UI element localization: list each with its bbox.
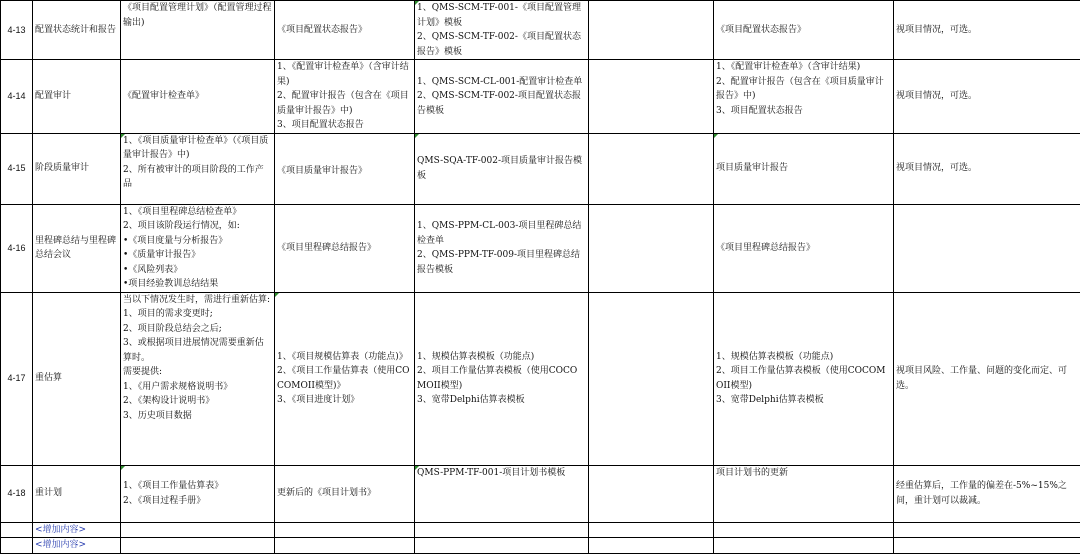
record-cell [714, 292, 894, 465]
cell-line: 1、《项目工作量估算表》 [123, 479, 272, 494]
note-cell [894, 465, 1080, 522]
empty-cell [589, 60, 714, 134]
cell-line: 《项目里程碑总结报告》 [277, 241, 412, 256]
cell-line: 视项目风险、工作量、问题的变化而定、可选。 [896, 364, 1078, 393]
cell-line: •《风险列表》 [123, 263, 272, 278]
empty-cell [714, 538, 894, 554]
template-cell [415, 133, 589, 204]
cell-line: 《项目配置状态报告》 [716, 23, 891, 38]
cell-line: 1、QMS-SCM-CL-001-配置审计检查单 [417, 75, 586, 90]
input-cell [121, 60, 275, 134]
template-cell [415, 1, 589, 60]
cell-line: 1、《配置审计检查单》（含审计结果) [716, 60, 891, 75]
cell-line: 1、《项目质量审计检查单》（《项目质量审计报告》中) [123, 134, 272, 163]
note-cell [894, 292, 1080, 465]
record-cell [714, 1, 894, 60]
input-cell [121, 1, 275, 60]
add-row [1, 538, 1080, 554]
empty-cell [1, 522, 33, 538]
cell-line: 1、《项目里程碑总结检查单》 [123, 205, 272, 220]
cell-line: 2、QMS-PPM-TF-009-项目里程碑总结报告模板 [417, 248, 586, 277]
cell-line: 2、QMS-SCM-TF-002-项目配置状态报告模板 [417, 89, 586, 118]
table-row [1, 204, 1080, 292]
record-cell [714, 60, 894, 134]
note-cell [894, 60, 1080, 134]
cell-line: 3、项目配置状态报告 [716, 104, 891, 119]
cell-line: 2、《架构设计说明书》 [123, 394, 272, 409]
cell-line: 项目质量审计报告 [716, 161, 891, 176]
record-cell [714, 204, 894, 292]
cell-line: QMS-SQA-TF-002-项目质量审计报告模板 [417, 154, 586, 183]
cell-line: 更新后的《项目计划书》 [277, 486, 412, 501]
cell-line: 《项目质量审计报告》 [277, 164, 412, 179]
cell-line: 视项目情况，可选。 [896, 161, 1078, 176]
cell-line: 1、规模估算表模板（功能点) [417, 350, 586, 365]
activity-cell: 阶段质量审计 [33, 133, 121, 204]
cell-line: 3、《项目进度计划》 [277, 393, 412, 408]
row-id: 4-15 [1, 133, 33, 204]
table-row [1, 465, 1080, 522]
cell-line: 2、QMS-SCM-TF-002-《项目配置状态报告》模板 [417, 30, 586, 59]
cell-line: 1、项目的需求变更时; [123, 307, 272, 322]
empty-cell [589, 292, 714, 465]
row-id: 4-14 [1, 60, 33, 134]
row-id: 4-17 [1, 292, 33, 465]
cell-line: 1、《配置审计检查单》（含审计结果) [277, 60, 412, 89]
cell-line: 经重估算后，工作量的偏差在-5%~15%之间，重计划可以裁减。 [896, 479, 1078, 508]
empty-cell [415, 522, 589, 538]
cell-line: 2、《项目工作量估算表（使用COCOMOII模型)》 [277, 364, 412, 393]
input-cell [121, 133, 275, 204]
cell-line: 2、配置审计报告（包含在《项目质量审计报告》中) [716, 75, 891, 104]
activity-cell: 配置审计 [33, 60, 121, 134]
cell-line: 2、所有被审计的项目阶段的工作产品 [123, 163, 272, 192]
output-cell [275, 1, 415, 60]
activity-cell: 重估算 [33, 292, 121, 465]
add-content-link[interactable]: <增加内容> [33, 538, 121, 554]
empty-cell [589, 522, 714, 538]
cell-line: 《项目配置状态报告》 [277, 23, 412, 38]
cell-line: 1、QMS-PPM-CL-003-项目里程碑总结检查单 [417, 219, 586, 248]
cell-line: 2、项目工作量估算表模板（使用COCOMOII模型) [716, 364, 891, 393]
cell-line: 视项目情况，可选。 [896, 23, 1078, 38]
add-content-link[interactable]: <增加内容> [33, 522, 121, 538]
cell-line: •《项目度量与分析报告》 [123, 234, 272, 249]
cell-line: 2、配置审计报告（包含在《项目质量审计报告》中) [277, 89, 412, 118]
table-row [1, 1, 1080, 60]
cell-line: 3、或根据项目进展情况需要重新估算时。 [123, 336, 272, 365]
table-row [1, 60, 1080, 134]
output-cell [275, 465, 415, 522]
cell-line: 《项目里程碑总结报告》 [716, 241, 891, 256]
cell-line: 3、宽带Delphi估算表模板 [417, 393, 586, 408]
cell-line: QMS-PPM-TF-001-项目计划书模板 [417, 466, 586, 481]
empty-cell [275, 538, 415, 554]
template-cell [415, 465, 589, 522]
cell-line: 2、项目阶段总结会之后; [123, 322, 272, 337]
cell-line: 3、宽带Delphi估算表模板 [716, 393, 891, 408]
cell-line: 项目计划书的更新 [716, 466, 891, 481]
empty-cell [894, 538, 1080, 554]
activity-cell: 重计划 [33, 465, 121, 522]
template-cell [415, 292, 589, 465]
input-cell [121, 465, 275, 522]
table-row [1, 292, 1080, 465]
row-id: 4-18 [1, 465, 33, 522]
empty-cell [589, 538, 714, 554]
cell-line: •《质量审计报告》 [123, 248, 272, 263]
cell-line: 2、项目该阶段运行情况，如: [123, 219, 272, 234]
empty-cell [589, 465, 714, 522]
cell-line: 1、QMS-SCM-TF-001-《项目配置管理计划》模板 [417, 1, 586, 30]
output-cell [275, 292, 415, 465]
empty-cell [894, 522, 1080, 538]
template-cell [415, 60, 589, 134]
empty-cell [415, 538, 589, 554]
cell-line: 《配置审计检查单》 [123, 89, 272, 104]
cell-line: 当以下情况发生时，需进行重新估算: [123, 293, 272, 308]
empty-cell [589, 133, 714, 204]
note-cell [894, 204, 1080, 292]
cell-line: 1、《用户需求规格说明书》 [123, 380, 272, 395]
empty-cell [1, 538, 33, 554]
empty-cell [589, 204, 714, 292]
template-cell [415, 204, 589, 292]
record-cell [714, 465, 894, 522]
record-cell [714, 133, 894, 204]
activity-cell: 配置状态统计和报告 [33, 1, 121, 60]
cell-line: 需要提供: [123, 365, 272, 380]
row-id: 4-13 [1, 1, 33, 60]
cell-line: 2、项目工作量估算表模板（使用COCOMOII模型) [417, 364, 586, 393]
cell-line: 3、历史项目数据 [123, 409, 272, 424]
cell-line: •项目经验教训总结结果 [123, 277, 272, 292]
empty-cell [121, 522, 275, 538]
input-cell [121, 204, 275, 292]
cell-line: 1、《项目规模估算表（功能点)》 [277, 350, 412, 365]
output-cell [275, 133, 415, 204]
add-row [1, 522, 1080, 538]
note-cell [894, 1, 1080, 60]
empty-cell [275, 522, 415, 538]
empty-cell [121, 538, 275, 554]
table-row [1, 133, 1080, 204]
activity-cell: 里程碑总结与里程碑总结会议 [33, 204, 121, 292]
cell-line: 《项目配置管理计划》（配置管理过程输出) [123, 1, 272, 30]
empty-cell [714, 522, 894, 538]
cell-line: 1、规模估算表模板（功能点) [716, 350, 891, 365]
row-id: 4-16 [1, 204, 33, 292]
cell-line: 视项目情况，可选。 [896, 89, 1078, 104]
output-cell [275, 204, 415, 292]
output-cell [275, 60, 415, 134]
empty-cell [589, 1, 714, 60]
cell-line: 2、《项目过程手册》 [123, 494, 272, 509]
input-cell [121, 292, 275, 465]
cell-line: 3、项目配置状态报告 [277, 118, 412, 133]
note-cell [894, 133, 1080, 204]
